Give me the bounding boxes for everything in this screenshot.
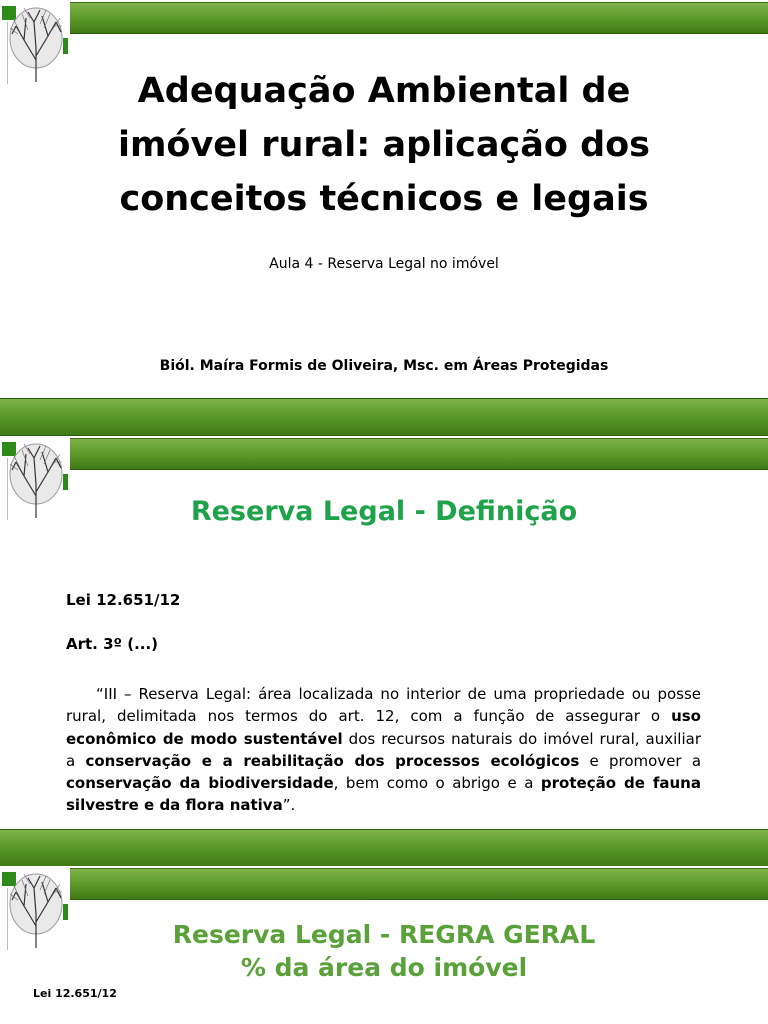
quote-emphasis: conservação e a reabilitação dos processos ecológicos [85, 751, 580, 770]
law-reference: Lei 12.651/12 [33, 987, 117, 1000]
slide-1 [0, 0, 768, 398]
quote-text: ”. [282, 796, 296, 815]
quote-text: e promover a [579, 751, 702, 770]
quote-emphasis: uso econômico de modo sustentável [66, 707, 701, 748]
quote-text: dos recursos naturais do imóvel rural, auxiliar a [66, 729, 701, 770]
author-line: Biól. Maíra Formis de Oliveira, Msc. em Áreas Protegidas [159, 358, 609, 374]
title-line: % da área do imóvel [240, 953, 528, 982]
law-reference: Lei 12.651/12 [66, 591, 181, 609]
header-bar [70, 2, 768, 34]
quote-emphasis: proteção de fauna silvestre e da flora nativa [66, 774, 701, 815]
title-line: imóvel rural: aplicação dos [117, 125, 651, 165]
title-line: Adequação Ambiental de [137, 71, 631, 111]
slide-title: Reserva Legal - Definição [190, 496, 578, 527]
quote-text: , bem como o abrigo e a [333, 774, 541, 793]
legal-definition-quote [66, 683, 701, 817]
slide-separator-bar [0, 398, 768, 436]
title-line: Reserva Legal - REGRA GERAL [172, 920, 596, 949]
article-reference: Art. 3º (...) [66, 635, 159, 653]
slide-3 [0, 866, 768, 1024]
quote-text: “III – Reserva Legal: área localizada no interior de uma propriedade ou posse rural, delimitada nos termos do art. 12, com a função de assegurar o [66, 685, 701, 726]
slide-separator-bar [0, 829, 768, 867]
quote-emphasis: conservação da biodiversidade [66, 774, 334, 793]
lesson-subtitle: Aula 4 - Reserva Legal no imóvel [269, 256, 499, 272]
slide-title [20, 918, 748, 984]
header-bar [70, 868, 768, 900]
presentation-title [20, 64, 748, 226]
slide-2 [0, 436, 768, 829]
title-line: conceitos técnicos e legais [119, 179, 649, 219]
header-bar [70, 438, 768, 470]
